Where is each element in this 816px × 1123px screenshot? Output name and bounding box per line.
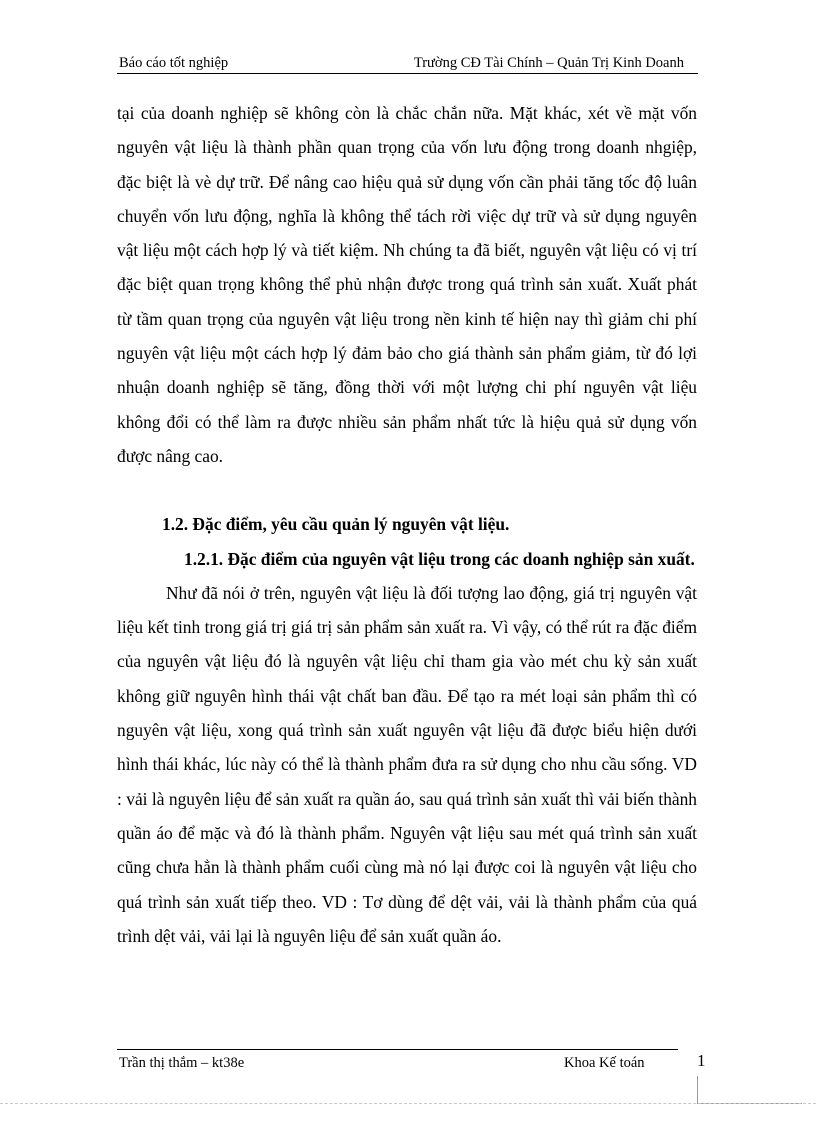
page-corner-border [697, 1076, 802, 1104]
footer-author: Trần thị thắm – kt38e [119, 1055, 245, 1071]
footer-divider [117, 1049, 678, 1050]
paragraph-characteristics: Như đã nói ở trên, nguyên vật liệu là đối tượng lao động, giá trị nguyên vật liệu kết tinh trong giá trị giá trị sản phẩm sản xuất ra. Vì vậy, có thể rút ra đặc điểm của nguyên vật liệu đó là nguyên vật liệu chỉ tham gia vào mét chu kỳ sản xuất không giữ nguyên hình thái vật chất ban đầu. Để tạo ra mét loại sản phẩm thì có nguyên vật liệu, xong quá trình sản xuất nguyên vật liệu đã được biểu hiện dưới hình thái khác, lúc này có thể là thành phẩm đưa ra sử dụng cho nhu cầu sống. VD : vải là nguyên liệu để sản xuất ra quần áo, sau quá trình sản xuất thì vải biến thành quần áo để mặc và đó là thành phẩm. Nguyên vật liệu sau mét quá trình sản xuất cũng chưa hẳn là thành phẩm cuối cùng mà nó lại được coi là nguyên vật liệu cho quá trình sản xuất tiếp theo. VD : Tơ dùng để dệt vải, vải là thành phẩm của quá trình dệt vải, vải lại là nguyên liệu để sản xuất quần áo. [117, 582, 697, 946]
subsection-heading-1-2-1: 1.2.1. Đặc điểm của nguyên vật liệu trong các doanh nghiệp sản xuất. [184, 548, 695, 569]
page-header [117, 53, 698, 74]
header-report-title: Báo cáo tốt nghiệp [119, 55, 229, 71]
page-number: 1 [697, 1051, 706, 1070]
section-heading-1-2: 1.2. Đặc điểm, yêu cầu quản lý nguyên vật liệu. [162, 514, 510, 535]
header-school-name: Trường CĐ Tài Chính – Quản Trị Kinh Doanh [413, 55, 684, 71]
page-break-line [0, 1103, 816, 1104]
footer-department: Khoa Kế toán [564, 1055, 645, 1071]
paragraph-intro: tại của doanh nghiệp sẽ không còn là chắc chắn nữa. Mặt khác, xét về mặt vốn nguyên vật liệu là thành phần quan trọng của vốn lưu động trong doanh nhgiệp, đặc biệt là vè dự trữ. Để nâng cao hiệu quả sử dụng vốn cần phải tăng tốc độ luân chuyển vốn lưu động, nghĩa là không thể tách rời việc dự trữ và sử dụng nguyên vật liệu một cách hợp lý và tiết kiệm. Nh chúng ta đã biết, nguyên vật liệu có vị trí đặc biệt quan trọng không thể phủ nhận được trong quá trình sản xuất. Xuất phát từ tầm quan trọng của nguyên vật liệu trong nền kinh tế hiện nay thì giảm chi phí nguyên vật liệu một cách hợp lý đảm bảo cho giá thành sản phẩm giảm, từ đó lợi nhuận doanh nghiệp sẽ tăng, đồng thời với một lượng chi phí nguyên vật liệu không đổi có thể làm ra được nhiều sản phẩm nhất tức là hiệu quả sử dụng vốn được nâng cao. [117, 103, 697, 466]
document-body [117, 96, 697, 953]
